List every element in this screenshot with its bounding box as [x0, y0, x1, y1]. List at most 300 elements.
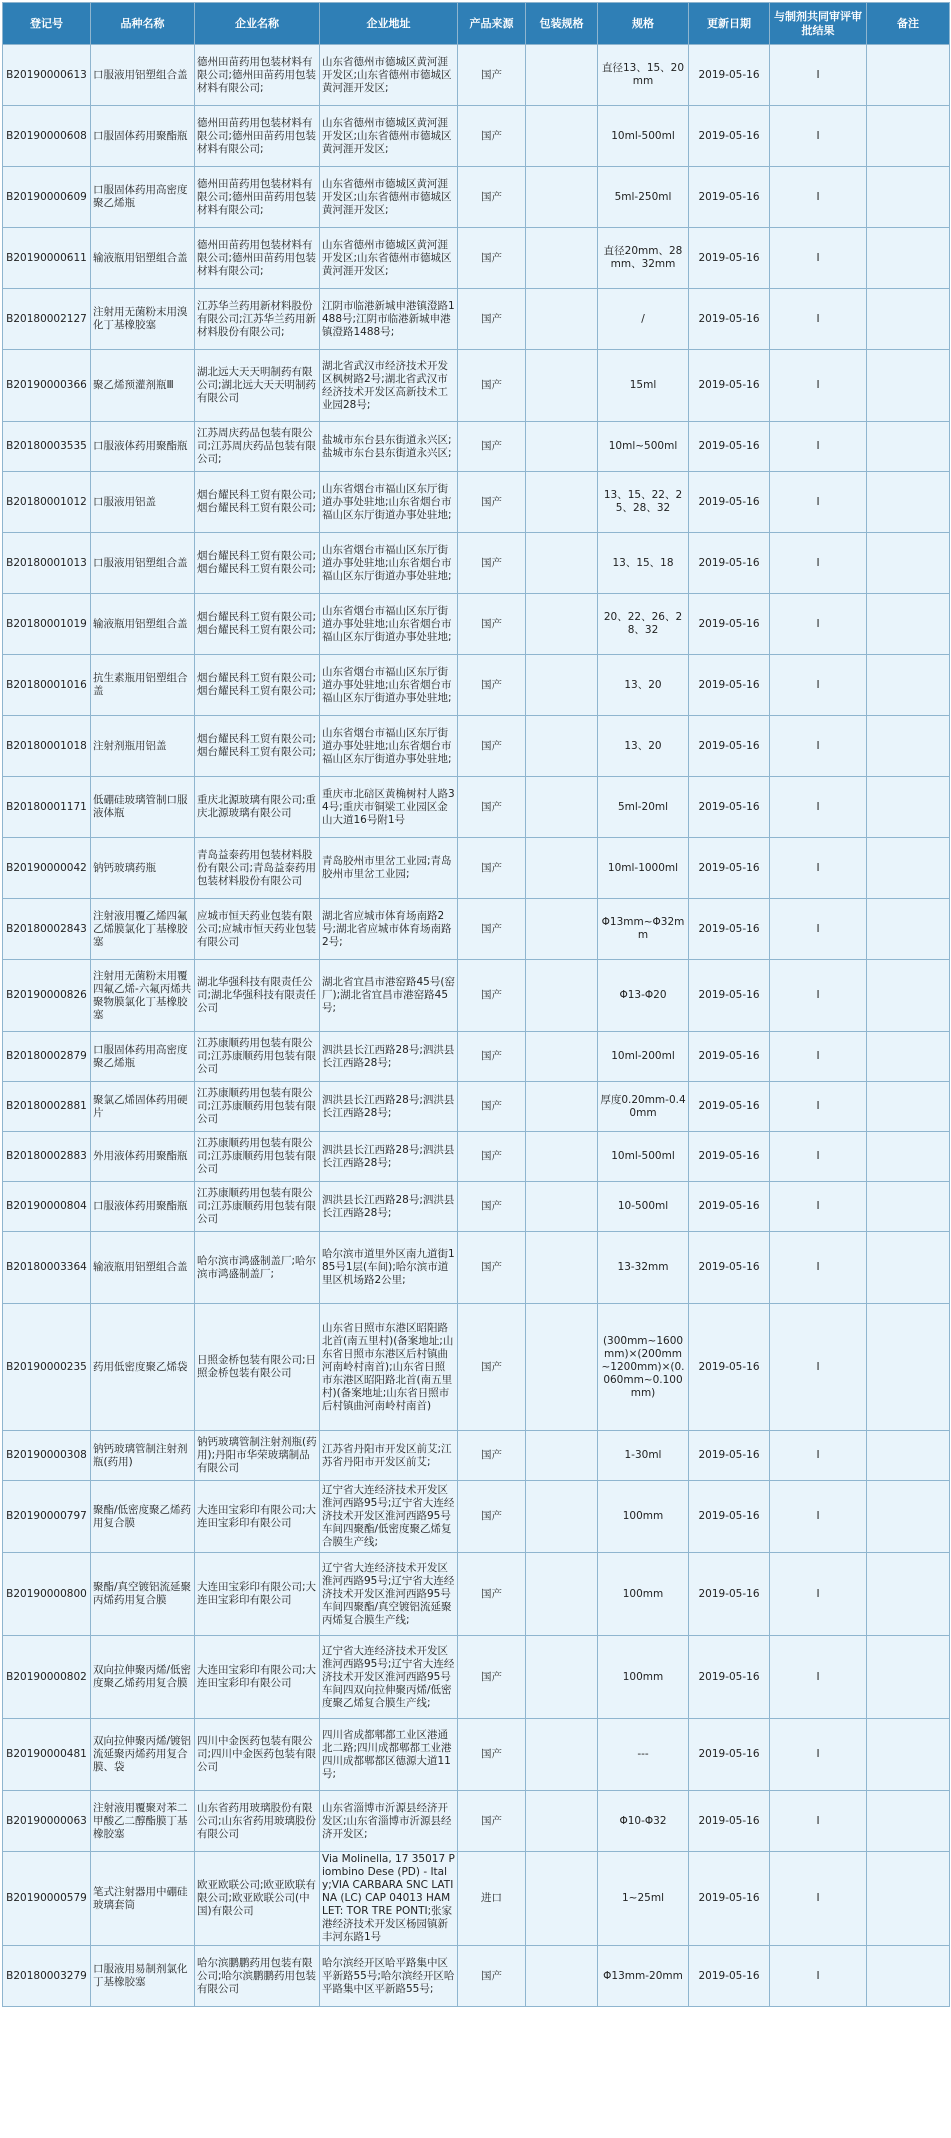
cell-note — [867, 655, 950, 716]
table-row — [3, 1232, 950, 1304]
cell-addr: 山东省烟台市福山区东厅街道办事处驻地;山东省烟台市福山区东厅街道办事处驻地; — [320, 533, 458, 594]
cell-res: I — [770, 1719, 867, 1791]
table-row — [3, 1791, 950, 1852]
cell-spec: 10ml~500ml — [598, 422, 689, 472]
cell-reg: B20190000800 — [3, 1553, 91, 1636]
cell-addr: 泗洪县长江西路28号;泗洪县长江西路28号; — [320, 1182, 458, 1232]
cell-name: 注射液用覆聚对苯二甲酸乙二醇酯膜丁基橡胶塞 — [91, 1791, 195, 1852]
cell-spec: 5ml-20ml — [598, 777, 689, 838]
cell-res: I — [770, 422, 867, 472]
header-cell: 企业名称 — [195, 3, 320, 45]
cell-ent: 烟台耀民科工贸有限公司;烟台耀民科工贸有限公司; — [195, 716, 320, 777]
cell-note — [867, 350, 950, 422]
table-row — [3, 655, 950, 716]
cell-date: 2019-05-16 — [689, 45, 770, 106]
cell-addr: 山东省烟台市福山区东厅街道办事处驻地;山东省烟台市福山区东厅街道办事处驻地; — [320, 655, 458, 716]
header-cell: 更新日期 — [689, 3, 770, 45]
cell-res: I — [770, 960, 867, 1032]
cell-pkg — [526, 1032, 598, 1082]
cell-ent: 山东省药用玻璃股份有限公司;山东省药用玻璃股份有限公司 — [195, 1791, 320, 1852]
cell-ent: 烟台耀民科工贸有限公司;烟台耀民科工贸有限公司; — [195, 655, 320, 716]
table-row — [3, 1132, 950, 1182]
table-row — [3, 838, 950, 899]
cell-res: I — [770, 594, 867, 655]
cell-res: I — [770, 1481, 867, 1553]
cell-pkg — [526, 1304, 598, 1431]
cell-pkg — [526, 350, 598, 422]
table-row — [3, 1032, 950, 1082]
cell-note — [867, 594, 950, 655]
cell-name: 口服液体药用聚酯瓶 — [91, 422, 195, 472]
cell-name: 注射液用覆乙烯四氟乙烯膜氯化丁基橡胶塞 — [91, 899, 195, 960]
cell-spec: 10ml-200ml — [598, 1032, 689, 1082]
cell-spec: 13、20 — [598, 716, 689, 777]
cell-name: 钠钙玻璃药瓶 — [91, 838, 195, 899]
cell-date: 2019-05-16 — [689, 533, 770, 594]
cell-spec: 13-32mm — [598, 1232, 689, 1304]
cell-ent: 江苏康顺药用包装有限公司;江苏康顺药用包装有限公司 — [195, 1132, 320, 1182]
cell-name: 低硼硅玻璃管制口服液体瓶 — [91, 777, 195, 838]
cell-res: I — [770, 655, 867, 716]
cell-pkg — [526, 422, 598, 472]
cell-addr: 山东省德州市德城区黄河涯开发区;山东省德州市德城区黄河涯开发区; — [320, 45, 458, 106]
cell-src: 国产 — [458, 1132, 526, 1182]
cell-addr: 青岛胶州市里岔工业园;青岛胶州市里岔工业园; — [320, 838, 458, 899]
cell-spec: 厚度0.20mm-0.40mm — [598, 1082, 689, 1132]
cell-reg: B20190000611 — [3, 228, 91, 289]
cell-res: I — [770, 1082, 867, 1132]
cell-addr: 泗洪县长江西路28号;泗洪县长江西路28号; — [320, 1032, 458, 1082]
cell-res: I — [770, 1946, 867, 2007]
cell-date: 2019-05-16 — [689, 838, 770, 899]
cell-name: 口服液用铝塑组合盖 — [91, 45, 195, 106]
cell-spec: 100mm — [598, 1636, 689, 1719]
cell-ent: 江苏周庆药品包装有限公司;江苏周庆药品包装有限公司; — [195, 422, 320, 472]
table-row — [3, 1082, 950, 1132]
header-cell: 备注 — [867, 3, 950, 45]
cell-name: 口服液用铝塑组合盖 — [91, 533, 195, 594]
cell-pkg — [526, 594, 598, 655]
cell-pkg — [526, 716, 598, 777]
cell-src: 国产 — [458, 1082, 526, 1132]
cell-addr: 山东省德州市德城区黄河涯开发区;山东省德州市德城区黄河涯开发区; — [320, 167, 458, 228]
cell-note — [867, 1791, 950, 1852]
cell-pkg — [526, 228, 598, 289]
table-row — [3, 106, 950, 167]
cell-src: 国产 — [458, 899, 526, 960]
cell-src: 国产 — [458, 533, 526, 594]
cell-ent: 重庆北源玻璃有限公司;重庆北源玻璃有限公司 — [195, 777, 320, 838]
table-row — [3, 716, 950, 777]
table-row — [3, 1636, 950, 1719]
cell-ent: 大连田宝彩印有限公司;大连田宝彩印有限公司 — [195, 1553, 320, 1636]
cell-ent: 青岛益泰药用包装材料股份有限公司;青岛益泰药用包装材料股份有限公司 — [195, 838, 320, 899]
cell-reg: B20190000235 — [3, 1304, 91, 1431]
cell-date: 2019-05-16 — [689, 1032, 770, 1082]
cell-ent: 江苏康顺药用包装有限公司;江苏康顺药用包装有限公司 — [195, 1082, 320, 1132]
cell-spec: 10ml-1000ml — [598, 838, 689, 899]
table-row — [3, 289, 950, 350]
cell-addr: 哈尔滨经开区哈平路集中区平新路55号;哈尔滨经开区哈平路集中区平新路55号; — [320, 1946, 458, 2007]
cell-addr: 山东省烟台市福山区东厅街道办事处驻地;山东省烟台市福山区东厅街道办事处驻地; — [320, 716, 458, 777]
header-cell: 企业地址 — [320, 3, 458, 45]
cell-src: 国产 — [458, 838, 526, 899]
cell-src: 国产 — [458, 106, 526, 167]
cell-note — [867, 1431, 950, 1481]
cell-note — [867, 960, 950, 1032]
table-row — [3, 1182, 950, 1232]
cell-pkg — [526, 1636, 598, 1719]
cell-date: 2019-05-16 — [689, 1232, 770, 1304]
cell-reg: B20180002843 — [3, 899, 91, 960]
cell-addr: 四川省成都郫都工业区港通北二路;四川成都郫都工业港四川成都郫都区德源大道11号; — [320, 1719, 458, 1791]
cell-src: 国产 — [458, 716, 526, 777]
cell-src: 国产 — [458, 777, 526, 838]
cell-date: 2019-05-16 — [689, 960, 770, 1032]
cell-name: 抗生素瓶用铝塑组合盖 — [91, 655, 195, 716]
cell-date: 2019-05-16 — [689, 1304, 770, 1431]
header-cell: 与制剂共同审评审批结果 — [770, 3, 867, 45]
cell-pkg — [526, 1232, 598, 1304]
cell-src: 国产 — [458, 1182, 526, 1232]
cell-spec: 13、15、22、25、28、32 — [598, 472, 689, 533]
cell-src: 国产 — [458, 960, 526, 1032]
table-body — [3, 45, 950, 2007]
cell-date: 2019-05-16 — [689, 1719, 770, 1791]
cell-note — [867, 1182, 950, 1232]
cell-name: 注射用无菌粉末用覆四氟乙烯-六氟丙烯共聚物膜氯化丁基橡胶塞 — [91, 960, 195, 1032]
cell-ent: 烟台耀民科工贸有限公司;烟台耀民科工贸有限公司; — [195, 594, 320, 655]
cell-date: 2019-05-16 — [689, 1636, 770, 1719]
cell-date: 2019-05-16 — [689, 655, 770, 716]
cell-spec: Φ13mm~Φ32mm — [598, 899, 689, 960]
cell-spec: 10ml-500ml — [598, 1132, 689, 1182]
cell-spec: Φ10-Φ32 — [598, 1791, 689, 1852]
cell-note — [867, 228, 950, 289]
cell-name: 注射用无菌粉末用溴化丁基橡胶塞 — [91, 289, 195, 350]
cell-name: 输液瓶用铝塑组合盖 — [91, 228, 195, 289]
cell-pkg — [526, 1431, 598, 1481]
table-row — [3, 1946, 950, 2007]
cell-date: 2019-05-16 — [689, 289, 770, 350]
table-row — [3, 533, 950, 594]
cell-pkg — [526, 1946, 598, 2007]
cell-pkg — [526, 1182, 598, 1232]
table-row — [3, 1431, 950, 1481]
cell-pkg — [526, 838, 598, 899]
cell-pkg — [526, 289, 598, 350]
cell-src: 国产 — [458, 594, 526, 655]
cell-reg: B20190000308 — [3, 1431, 91, 1481]
cell-reg: B20180001013 — [3, 533, 91, 594]
header-row — [3, 3, 950, 45]
cell-note — [867, 1032, 950, 1082]
cell-res: I — [770, 472, 867, 533]
cell-date: 2019-05-16 — [689, 777, 770, 838]
cell-pkg — [526, 1719, 598, 1791]
cell-note — [867, 167, 950, 228]
cell-name: 聚酯/低密度聚乙烯药用复合膜 — [91, 1481, 195, 1553]
cell-date: 2019-05-16 — [689, 1132, 770, 1182]
cell-addr: 山东省德州市德城区黄河涯开发区;山东省德州市德城区黄河涯开发区; — [320, 106, 458, 167]
cell-note — [867, 1946, 950, 2007]
cell-res: I — [770, 1553, 867, 1636]
table-row — [3, 1304, 950, 1431]
cell-date: 2019-05-16 — [689, 422, 770, 472]
table-row — [3, 777, 950, 838]
cell-spec: 13、15、18 — [598, 533, 689, 594]
cell-addr: 哈尔滨市道里外区南九道街185号1层(车间);哈尔滨市道里区机场路2公里; — [320, 1232, 458, 1304]
cell-reg: B20190000366 — [3, 350, 91, 422]
cell-addr: 辽宁省大连经济技术开发区淮河西路95号;辽宁省大连经济技术开发区淮河西路95号车间四双向拉伸聚丙烯/低密度聚乙烯复合膜生产线; — [320, 1636, 458, 1719]
cell-res: I — [770, 1182, 867, 1232]
cell-res: I — [770, 1431, 867, 1481]
cell-res: I — [770, 899, 867, 960]
cell-ent: 德州田苗药用包装材料有限公司;德州田苗药用包装材料有限公司; — [195, 167, 320, 228]
table-row — [3, 472, 950, 533]
cell-note — [867, 472, 950, 533]
header-cell: 登记号 — [3, 3, 91, 45]
cell-pkg — [526, 45, 598, 106]
cell-addr: 辽宁省大连经济技术开发区淮河西路95号;辽宁省大连经济技术开发区淮河西路95号车间四聚酯/真空镀铝流延聚丙烯复合膜生产线; — [320, 1553, 458, 1636]
cell-src: 国产 — [458, 1636, 526, 1719]
cell-date: 2019-05-16 — [689, 1852, 770, 1946]
cell-reg: B20180001019 — [3, 594, 91, 655]
cell-src: 国产 — [458, 1032, 526, 1082]
cell-src: 国产 — [458, 1791, 526, 1852]
cell-ent: 湖北华强科技有限责任公司;湖北华强科技有限责任公司 — [195, 960, 320, 1032]
cell-note — [867, 777, 950, 838]
cell-note — [867, 1553, 950, 1636]
cell-res: I — [770, 838, 867, 899]
cell-addr: 重庆市北碚区黄桷树村人路34号;重庆市铜梁工业园区金山大道16号附1号 — [320, 777, 458, 838]
cell-reg: B20180002883 — [3, 1132, 91, 1182]
cell-ent: 欧亚欧联公司;欧亚欧联有限公司;欧亚欧联公司(中国)有限公司 — [195, 1852, 320, 1946]
cell-spec: 10ml-500ml — [598, 106, 689, 167]
cell-date: 2019-05-16 — [689, 1553, 770, 1636]
cell-spec: 15ml — [598, 350, 689, 422]
cell-ent: 钠钙玻璃管制注射剂瓶(药用);丹阳市华荣玻璃制品有限公司 — [195, 1431, 320, 1481]
cell-date: 2019-05-16 — [689, 1431, 770, 1481]
cell-spec: Φ13-Φ20 — [598, 960, 689, 1032]
cell-spec: 5ml-250ml — [598, 167, 689, 228]
cell-ent: 德州田苗药用包装材料有限公司;德州田苗药用包装材料有限公司; — [195, 106, 320, 167]
cell-res: I — [770, 167, 867, 228]
cell-ent: 江苏华兰药用新材料股份有限公司;江苏华兰药用新材料股份有限公司; — [195, 289, 320, 350]
cell-spec: 10-500ml — [598, 1182, 689, 1232]
cell-src: 国产 — [458, 289, 526, 350]
cell-reg: B20190000608 — [3, 106, 91, 167]
cell-note — [867, 1082, 950, 1132]
cell-name: 输液瓶用铝塑组合盖 — [91, 594, 195, 655]
cell-pkg — [526, 777, 598, 838]
cell-name: 口服固体药用高密度聚乙烯瓶 — [91, 167, 195, 228]
cell-name: 口服液用易制剂氯化丁基橡胶塞 — [91, 1946, 195, 2007]
cell-ent: 烟台耀民科工贸有限公司;烟台耀民科工贸有限公司; — [195, 472, 320, 533]
table-row — [3, 1719, 950, 1791]
cell-note — [867, 1719, 950, 1791]
cell-spec: 1~25ml — [598, 1852, 689, 1946]
cell-reg: B20180002881 — [3, 1082, 91, 1132]
cell-note — [867, 422, 950, 472]
cell-note — [867, 838, 950, 899]
cell-addr: 山东省烟台市福山区东厅街道办事处驻地;山东省烟台市福山区东厅街道办事处驻地; — [320, 472, 458, 533]
cell-reg: B20190000609 — [3, 167, 91, 228]
table-row — [3, 960, 950, 1032]
cell-reg: B20190000063 — [3, 1791, 91, 1852]
cell-addr: 泗洪县长江西路28号;泗洪县长江西路28号; — [320, 1132, 458, 1182]
cell-ent: 大连田宝彩印有限公司;大连田宝彩印有限公司 — [195, 1481, 320, 1553]
header-cell: 产品来源 — [458, 3, 526, 45]
cell-ent: 四川中金医药包装有限公司;四川中金医药包装有限公司 — [195, 1719, 320, 1791]
registration-table — [2, 2, 950, 2007]
cell-res: I — [770, 533, 867, 594]
cell-reg: B20180003279 — [3, 1946, 91, 2007]
cell-reg: B20190000802 — [3, 1636, 91, 1719]
cell-date: 2019-05-16 — [689, 106, 770, 167]
cell-addr: 山东省德州市德城区黄河涯开发区;山东省德州市德城区黄河涯开发区; — [320, 228, 458, 289]
cell-reg: B20180002127 — [3, 289, 91, 350]
cell-name: 聚乙烯预灌剂瓶Ⅲ — [91, 350, 195, 422]
cell-ent: 江苏康顺药用包装有限公司;江苏康顺药用包装有限公司 — [195, 1032, 320, 1082]
cell-spec: (300mm~1600mm)×(200mm~1200mm)×(0.060mm~0.100mm) — [598, 1304, 689, 1431]
cell-spec: 100mm — [598, 1481, 689, 1553]
cell-src: 国产 — [458, 1719, 526, 1791]
cell-reg: B20180001171 — [3, 777, 91, 838]
cell-res: I — [770, 1232, 867, 1304]
cell-spec: 直径13、15、20mm — [598, 45, 689, 106]
cell-reg: B20190000797 — [3, 1481, 91, 1553]
cell-ent: 日照金桥包装有限公司;日照金桥包装有限公司 — [195, 1304, 320, 1431]
cell-src: 国产 — [458, 350, 526, 422]
cell-ent: 应城市恒天药业包装有限公司;应城市恒天药业包装有限公司 — [195, 899, 320, 960]
cell-spec: 1-30ml — [598, 1431, 689, 1481]
cell-date: 2019-05-16 — [689, 350, 770, 422]
table-row — [3, 1553, 950, 1636]
cell-addr: 盐城市东台县东街道永兴区;盐城市东台县东街道永兴区; — [320, 422, 458, 472]
cell-date: 2019-05-16 — [689, 167, 770, 228]
cell-addr: 山东省淄博市沂源县经济开发区;山东省淄博市沂源县经济开发区; — [320, 1791, 458, 1852]
cell-src: 进口 — [458, 1852, 526, 1946]
cell-addr: 山东省日照市东港区昭阳路北首(南五里村)(备案地址;山东省日照市东港区后村镇曲河南岭村南首);山东省日照市东港区昭阳路北首(南五里村)(备案地址;山东省日照市后村镇曲河南岭村南首) — [320, 1304, 458, 1431]
cell-res: I — [770, 1852, 867, 1946]
cell-reg: B20180003364 — [3, 1232, 91, 1304]
cell-spec: 13、20 — [598, 655, 689, 716]
cell-res: I — [770, 45, 867, 106]
cell-name: 钠钙玻璃管制注射剂瓶(药用) — [91, 1431, 195, 1481]
cell-spec: / — [598, 289, 689, 350]
cell-date: 2019-05-16 — [689, 716, 770, 777]
cell-pkg — [526, 533, 598, 594]
cell-note — [867, 899, 950, 960]
cell-reg: B20190000804 — [3, 1182, 91, 1232]
cell-ent: 烟台耀民科工贸有限公司;烟台耀民科工贸有限公司; — [195, 533, 320, 594]
cell-pkg — [526, 1132, 598, 1182]
cell-pkg — [526, 1082, 598, 1132]
cell-addr: 泗洪县长江西路28号;泗洪县长江西路28号; — [320, 1082, 458, 1132]
cell-reg: B20190000613 — [3, 45, 91, 106]
cell-name: 口服液体药用聚酯瓶 — [91, 1182, 195, 1232]
cell-reg: B20180001016 — [3, 655, 91, 716]
cell-pkg — [526, 899, 598, 960]
cell-pkg — [526, 1791, 598, 1852]
cell-spec: --- — [598, 1719, 689, 1791]
cell-date: 2019-05-16 — [689, 1182, 770, 1232]
cell-spec: 100mm — [598, 1553, 689, 1636]
cell-name: 笔式注射器用中硼硅玻璃套筒 — [91, 1852, 195, 1946]
table-row — [3, 45, 950, 106]
cell-res: I — [770, 716, 867, 777]
cell-reg: B20190000826 — [3, 960, 91, 1032]
page — [0, 2, 951, 2138]
cell-note — [867, 533, 950, 594]
cell-addr: 湖北省宜昌市港窑路45号(窑厂);湖北省宜昌市港窑路45号; — [320, 960, 458, 1032]
cell-note — [867, 716, 950, 777]
table-row — [3, 167, 950, 228]
cell-reg: B20180001012 — [3, 472, 91, 533]
cell-date: 2019-05-16 — [689, 1481, 770, 1553]
cell-src: 国产 — [458, 1304, 526, 1431]
cell-date: 2019-05-16 — [689, 594, 770, 655]
header-cell: 规格 — [598, 3, 689, 45]
cell-src: 国产 — [458, 45, 526, 106]
cell-name: 口服固体药用聚酯瓶 — [91, 106, 195, 167]
cell-date: 2019-05-16 — [689, 899, 770, 960]
cell-pkg — [526, 655, 598, 716]
cell-pkg — [526, 1553, 598, 1636]
header-cell: 包装规格 — [526, 3, 598, 45]
cell-addr: 辽宁省大连经济技术开发区淮河西路95号;辽宁省大连经济技术开发区淮河西路95号车间四聚酯/低密度聚乙烯复合膜生产线; — [320, 1481, 458, 1553]
cell-name: 输液瓶用铝塑组合盖 — [91, 1232, 195, 1304]
cell-name: 双向拉伸聚丙烯/镀铝流延聚丙烯药用复合膜、袋 — [91, 1719, 195, 1791]
table-row — [3, 1481, 950, 1553]
cell-src: 国产 — [458, 655, 526, 716]
cell-res: I — [770, 1304, 867, 1431]
cell-src: 国产 — [458, 472, 526, 533]
cell-addr: Via Molinella, 17 35017 Piombino Dese (PD) - Italy;VIA CARBARA SNC LATINA (LC) CAP 04013 HAMLET: TOR TRE PONTI;张家港经济技术开发区杨园镇新丰河东路1号 — [320, 1852, 458, 1946]
cell-reg: B20190000042 — [3, 838, 91, 899]
cell-spec: 20、22、26、28、32 — [598, 594, 689, 655]
cell-pkg — [526, 960, 598, 1032]
cell-ent: 德州田苗药用包装材料有限公司;德州田苗药用包装材料有限公司; — [195, 45, 320, 106]
cell-res: I — [770, 1636, 867, 1719]
cell-reg: B20190000579 — [3, 1852, 91, 1946]
cell-note — [867, 289, 950, 350]
cell-src: 国产 — [458, 1232, 526, 1304]
cell-res: I — [770, 350, 867, 422]
table-row — [3, 1852, 950, 1946]
cell-reg: B20180002879 — [3, 1032, 91, 1082]
cell-date: 2019-05-16 — [689, 1946, 770, 2007]
cell-name: 药用低密度聚乙烯袋 — [91, 1304, 195, 1431]
cell-pkg — [526, 1481, 598, 1553]
cell-src: 国产 — [458, 167, 526, 228]
cell-note — [867, 1852, 950, 1946]
cell-src: 国产 — [458, 1431, 526, 1481]
cell-note — [867, 1132, 950, 1182]
cell-src: 国产 — [458, 422, 526, 472]
cell-name: 聚酯/真空镀铝流延聚丙烯药用复合膜 — [91, 1553, 195, 1636]
cell-date: 2019-05-16 — [689, 472, 770, 533]
cell-res: I — [770, 1032, 867, 1082]
cell-ent: 湖北远大天天明制药有限公司;湖北远大天天明制药有限公司 — [195, 350, 320, 422]
cell-res: I — [770, 777, 867, 838]
cell-name: 口服固体药用高密度聚乙烯瓶 — [91, 1032, 195, 1082]
cell-res: I — [770, 228, 867, 289]
cell-reg: B20180001018 — [3, 716, 91, 777]
cell-src: 国产 — [458, 1553, 526, 1636]
table-row — [3, 350, 950, 422]
